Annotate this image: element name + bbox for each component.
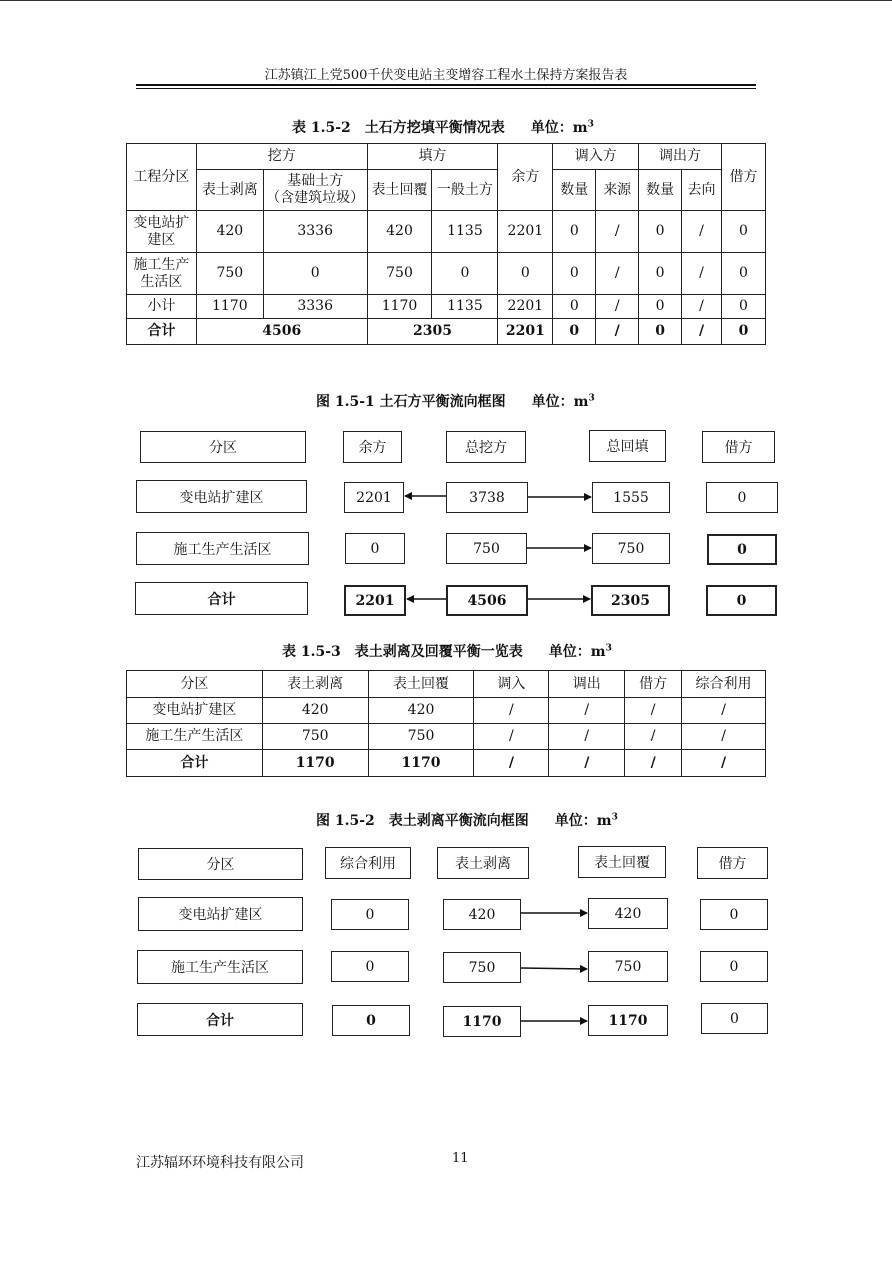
th-in-src: 来源: [596, 170, 639, 211]
fig152-borrow-2: 0: [700, 951, 768, 982]
fig152-back-total: 1170: [588, 1005, 668, 1036]
fig152-borrow-total: 0: [701, 1003, 768, 1034]
fig151-surplus-2: 0: [345, 533, 405, 564]
th-out-qty: 数量: [639, 170, 682, 211]
fig151-surplus-1: 2201: [344, 482, 404, 513]
fig151-header-fill: 总回填: [589, 430, 666, 462]
th-general: 一般土方: [432, 170, 498, 211]
th-topsoil-back: 表土回覆: [367, 170, 432, 211]
fig152-header-back: 表土回覆: [578, 846, 666, 878]
th-in: 调入方: [553, 144, 639, 170]
th-out-dest: 去向: [682, 170, 722, 211]
fig151-fill-1: 1555: [592, 482, 670, 513]
fig151-surplus-total: 2201: [344, 585, 406, 616]
fig151-borrow-2: 0: [707, 534, 777, 565]
fig152-strip-total: 1170: [443, 1006, 521, 1037]
footer-company: 江苏辐环环境科技有限公司: [136, 1155, 304, 1171]
fig151-header-borrow: 借方: [702, 431, 775, 463]
th-surplus: 余方: [498, 144, 553, 211]
table-row: 施工生产生活区 750 750 / / / /: [127, 724, 766, 750]
fig152-strip-2: 750: [443, 952, 521, 983]
fig152-zone-2: 施工生产生活区: [137, 950, 303, 984]
fig152-reuse-total: 0: [332, 1005, 410, 1036]
table-153-caption: 表 1.5-3 表土剥离及回覆平衡一览表 单位：$m^3$: [282, 643, 612, 660]
fig152-back-2: 750: [588, 951, 668, 982]
th-cut: 挖方: [196, 144, 367, 170]
fig151-borrow-total: 0: [706, 585, 777, 616]
fig151-header-surplus: 余方: [343, 431, 402, 463]
fig152-header-zone: 分区: [138, 848, 303, 880]
page-header: 江苏镇江上党500千伏变电站主变增容工程水土保持方案报告表: [264, 68, 628, 83]
fig151-zone-total: 合计: [135, 582, 308, 615]
table-row: 施工生产生活区 750 0 750 0 0 0 / 0 / 0: [127, 253, 766, 295]
fig152-header-reuse: 综合利用: [325, 847, 411, 879]
fig151-zone-1: 变电站扩建区: [136, 480, 307, 513]
table-152-title: 表 1.5-2 土石方挖填平衡情况表: [292, 120, 505, 136]
fig152-reuse-1: 0: [331, 899, 409, 930]
th-borrow: 借方: [721, 144, 765, 211]
th-topsoil-strip: 表土剥离: [196, 170, 263, 211]
table-total-row: 合计 4506 2305 2201 0 / 0 / 0: [127, 319, 766, 345]
table-152-unit: 单位：$m^3$: [530, 119, 594, 136]
table-row: 小计 1170 3336 1170 1135 2201 0 / 0 / 0: [127, 295, 766, 319]
table-row: 变电站扩建区 420 3336 420 1135 2201 0 / 0 / 0: [127, 211, 766, 253]
th-foundation: 基础土方 （含建筑垃圾）: [263, 170, 367, 211]
table-row: 变电站扩建区 420 420 / / / /: [127, 698, 766, 724]
fig152-back-1: 420: [588, 898, 668, 929]
fig-151-caption: 图 1.5-1 土石方平衡流向框图 单位：$m^3$: [316, 393, 595, 410]
fig152-header-strip: 表土剥离: [437, 847, 529, 879]
page-number: 11: [452, 1151, 469, 1166]
fig151-header-zone: 分区: [140, 431, 306, 463]
fig151-header-cut: 总挖方: [446, 431, 526, 463]
th-zone: 工程分区: [127, 144, 197, 211]
th-fill: 填方: [367, 144, 498, 170]
fig151-zone-2: 施工生产生活区: [136, 532, 309, 565]
fig152-reuse-2: 0: [331, 951, 409, 982]
fig152-zone-1: 变电站扩建区: [138, 897, 303, 931]
th-out: 调出方: [639, 144, 722, 170]
fig151-cut-total: 4506: [446, 585, 528, 616]
fig151-cut-1: 3738: [446, 482, 528, 513]
table-153: 分区 表土剥离 表土回覆 调入 调出 借方 综合利用 变电站扩建区 420 420 / / / / 施工生产生活区 750 750 / / / / 合计 1170 1170 / / / /: [126, 670, 766, 777]
fig152-zone-total: 合计: [137, 1003, 303, 1036]
fig152-strip-1: 420: [443, 899, 521, 930]
th-in-qty: 数量: [553, 170, 596, 211]
arrow-strip-to-back-2: [521, 968, 587, 969]
fig-152-caption: 图 1.5-2 表土剥离平衡流向框图 单位：$m^3$: [316, 812, 618, 829]
fig152-borrow-1: 0: [700, 899, 768, 930]
fig151-borrow-1: 0: [706, 482, 778, 513]
fig152-header-borrow: 借方: [697, 847, 768, 879]
fig151-cut-2: 750: [446, 533, 527, 564]
fig151-fill-2: 750: [592, 533, 670, 564]
table-total-row: 合计 1170 1170 / / / /: [127, 750, 766, 777]
fig151-fill-total: 2305: [591, 585, 670, 616]
